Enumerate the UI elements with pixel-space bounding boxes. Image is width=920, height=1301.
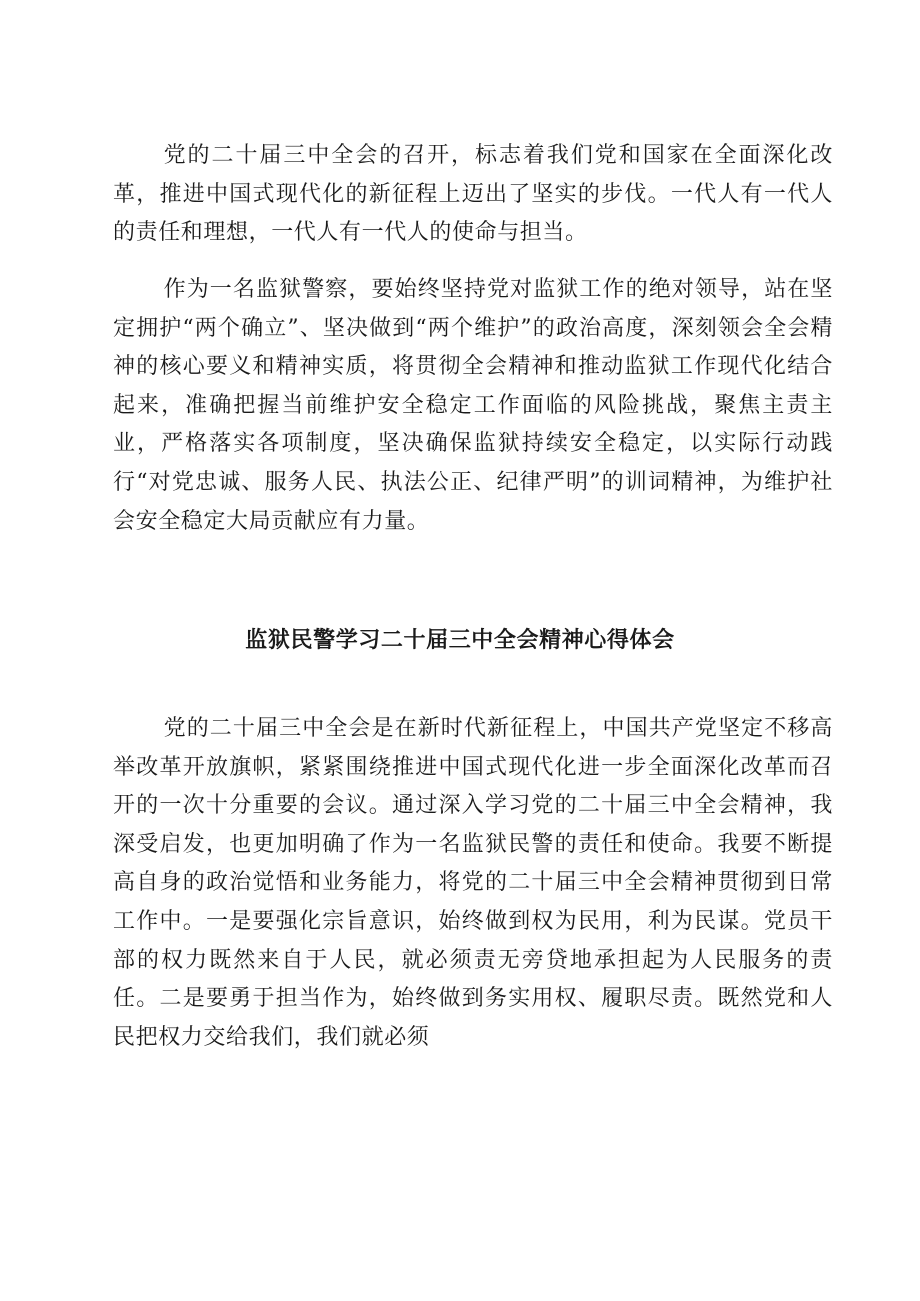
body-paragraph: 作为一名监狱警察，要始终坚持党对监狱工作的绝对领导，站在坚定拥护“两个确立”、坚决做到“两个维护”的政治高度，深刻领会全会精神的核心要义和精神实质，将贯彻全会精神和推动监狱工作现代化结合起来，准确把握当前维护安全稳定工作面临的风险挑战，聚焦主责主业，严格落实各项制度，坚决确保监狱持续安全稳定，以实际行动践行“对党忠诚、服务人民、执法公正、纪律严明”的训词精神，为维护社会安全稳定大局贡献应有力量。 bbox=[113, 277, 833, 534]
section-title: 监狱民警学习二十届三中全会精神心得体会 bbox=[245, 627, 675, 653]
body-paragraph: 党的二十届三中全会的召开，标志着我们党和国家在全面深化改革，推进中国式现代化的新征程上迈出了坚实的步伐。一代人有一代人的责任和理想，一代人有一代人的使命与担当。 bbox=[113, 143, 833, 246]
body-paragraph: 党的二十届三中全会是在新时代新征程上，中国共产党坚定不移高举改革开放旗帜，紧紧围绕推进中国式现代化进一步全面深化改革而召开的一次十分重要的会议。通过深入学习党的二十届三中全会精神，我深受启发，也更加明确了作为一名监狱民警的责任和使命。我要不断提高自身的政治觉悟和业务能力，将党的二十届三中全会精神贯彻到日常工作中。一是要强化宗旨意识，始终做到权为民用，利为民谋。党员干部的权力既然来自于人民，就必须责无旁贷地承担起为人民服务的责任。二是要勇于担当作为，始终做到务实用权、履职尽责。既然党和人民把权力交给我们，我们就必须 bbox=[113, 716, 833, 1050]
